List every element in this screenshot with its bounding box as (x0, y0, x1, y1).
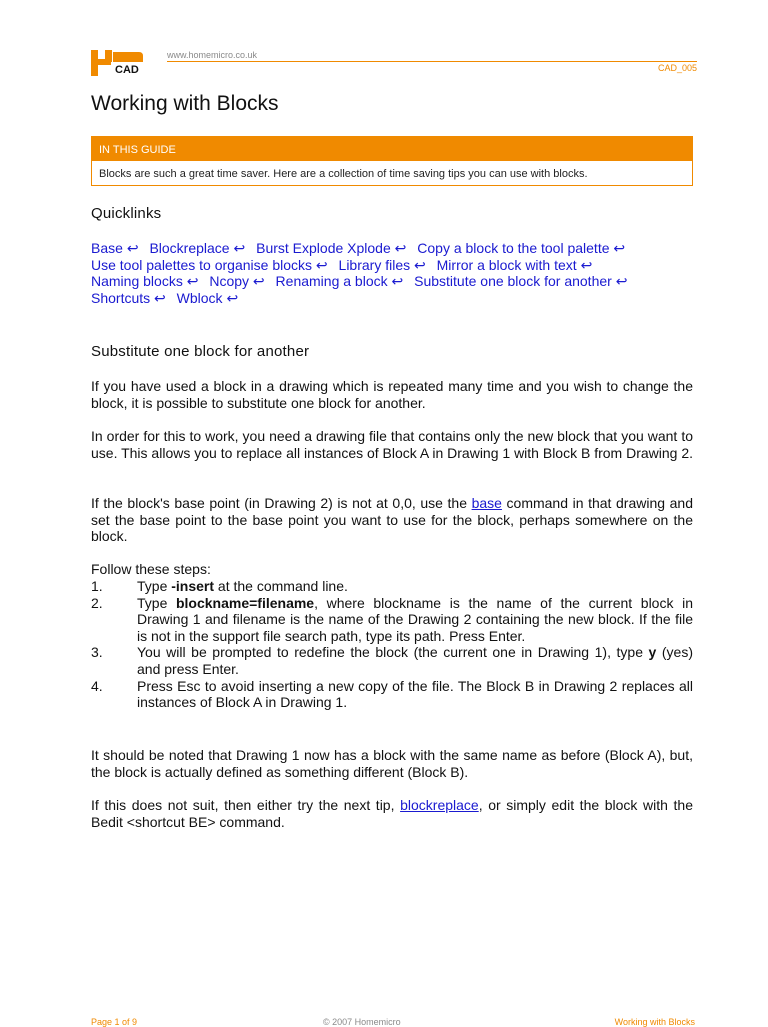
return-arrow-icon: ↩ (315, 256, 328, 273)
step-item: 3. You will be prompted to redefine the block (the current one in Drawing 1), type y (yes) and press Enter. (91, 644, 693, 677)
quicklinks-row (91, 240, 693, 257)
quicklink-substitute-block[interactable]: Substitute one block for another (414, 273, 612, 290)
paragraph-note: It should be noted that Drawing 1 now has a block with the same name as before (Block A), but, the block is actually defined as something different (Block B). (91, 747, 693, 780)
quicklink-tool-palettes[interactable]: Use tool palettes to organise blocks (91, 256, 313, 273)
paragraph-next-tip: If this does not suit, then either try the next tip, blockreplace, or simply edit the block with the Bedit <shortcut BE> command. (91, 797, 693, 830)
step-item: 2. Type blockname=filename, where blockname is the name of the current block in Drawing 1 and filename is the name of the Drawing 2 containing the new block. If the file is not in the support file search path, type its path. Press Enter. (91, 594, 693, 644)
step-number: 1. (91, 578, 103, 594)
quicklink-burst-explode[interactable]: Burst Explode Xplode (256, 240, 391, 256)
return-arrow-icon: ↩ (233, 240, 246, 256)
quicklink-blockreplace[interactable]: Blockreplace (149, 240, 230, 256)
quicklinks-list (91, 240, 693, 306)
site-url[interactable]: www.homemicro.co.uk (167, 50, 258, 60)
guide-summary: Blocks are such a great time saver. Here are a collection of time saving tips you can use with blocks. (99, 168, 588, 180)
return-arrow-icon: ↩ (252, 273, 265, 290)
return-arrow-icon: ↩ (154, 289, 166, 306)
quicklink-base[interactable]: Base (91, 240, 123, 256)
quicklinks-row (91, 257, 693, 274)
footer-title: Working with Blocks (614, 1017, 695, 1027)
return-arrow-icon: ↩ (613, 240, 626, 256)
document-code: CAD_005 (657, 63, 697, 73)
quicklinks-row (91, 273, 693, 290)
quicklink-shortcuts[interactable]: Shortcuts (91, 289, 151, 306)
paragraph-intro: If you have used a block in a drawing which is repeated many time and you wish to change the block, it is possible to substitute one block for another. (91, 378, 693, 411)
footer-copyright: © 2007 Homemicro (323, 1017, 401, 1027)
quicklinks-heading: Quicklinks (91, 205, 162, 222)
guide-heading: IN THIS GUIDE (92, 137, 692, 161)
quicklinks-row (91, 290, 693, 307)
footer-page-number: Page 1 of 9 (91, 1017, 138, 1027)
svg-text:CAD: CAD (115, 64, 139, 76)
step-number: 4. (91, 677, 103, 694)
steps-intro: Follow these steps: (91, 561, 211, 577)
return-arrow-icon: ↩ (580, 256, 593, 273)
homemicro-logo (91, 48, 143, 78)
return-arrow-icon: ↩ (186, 273, 199, 290)
blockreplace-link[interactable]: blockreplace (400, 797, 479, 813)
step-number: 3. (91, 644, 103, 661)
step-number: 2. (91, 594, 103, 611)
base-command-link[interactable]: base (471, 495, 502, 511)
quicklink-wblock[interactable]: Wblock (176, 289, 223, 306)
header-divider (167, 61, 697, 62)
quicklink-naming-blocks[interactable]: Naming blocks (91, 273, 183, 290)
in-this-guide-box (91, 136, 693, 186)
page-title: Working with Blocks (91, 92, 279, 115)
steps-list (91, 578, 693, 711)
return-arrow-icon: ↩ (414, 256, 426, 273)
step-item: 4. Press Esc to avoid inserting a new copy of the file. The Block B in Drawing 2 replaces all instances of Block A in Drawing 1. (91, 677, 693, 711)
return-arrow-icon: ↩ (394, 240, 407, 256)
return-arrow-icon: ↩ (391, 273, 404, 290)
quicklink-mirror-block[interactable]: Mirror a block with text (436, 256, 577, 273)
paragraph-requirements: In order for this to work, you need a drawing file that contains only the new block that you want to use. This allows you to replace all instances of Block A in Drawing 1 with Block B from Drawing 2. (91, 428, 694, 461)
section-heading: Substitute one block for another (91, 343, 310, 360)
quicklink-copy-block[interactable]: Copy a block to the tool palette (417, 240, 610, 256)
quicklink-ncopy[interactable]: Ncopy (209, 273, 250, 290)
return-arrow-icon: ↩ (615, 273, 628, 290)
quicklink-library-files[interactable]: Library files (338, 256, 411, 273)
quicklink-renaming-block[interactable]: Renaming a block (275, 273, 388, 290)
paragraph-base-point: If the block's base point (in Drawing 2) is not at 0,0, use the base command in that drawing and set the base point to the base point you want to use for the block, perhaps somewhere on the block. (91, 495, 693, 545)
step-item: 1. Type -insert at the command line. (91, 578, 348, 594)
return-arrow-icon: ↩ (226, 289, 239, 306)
return-arrow-icon: ↩ (126, 240, 139, 256)
